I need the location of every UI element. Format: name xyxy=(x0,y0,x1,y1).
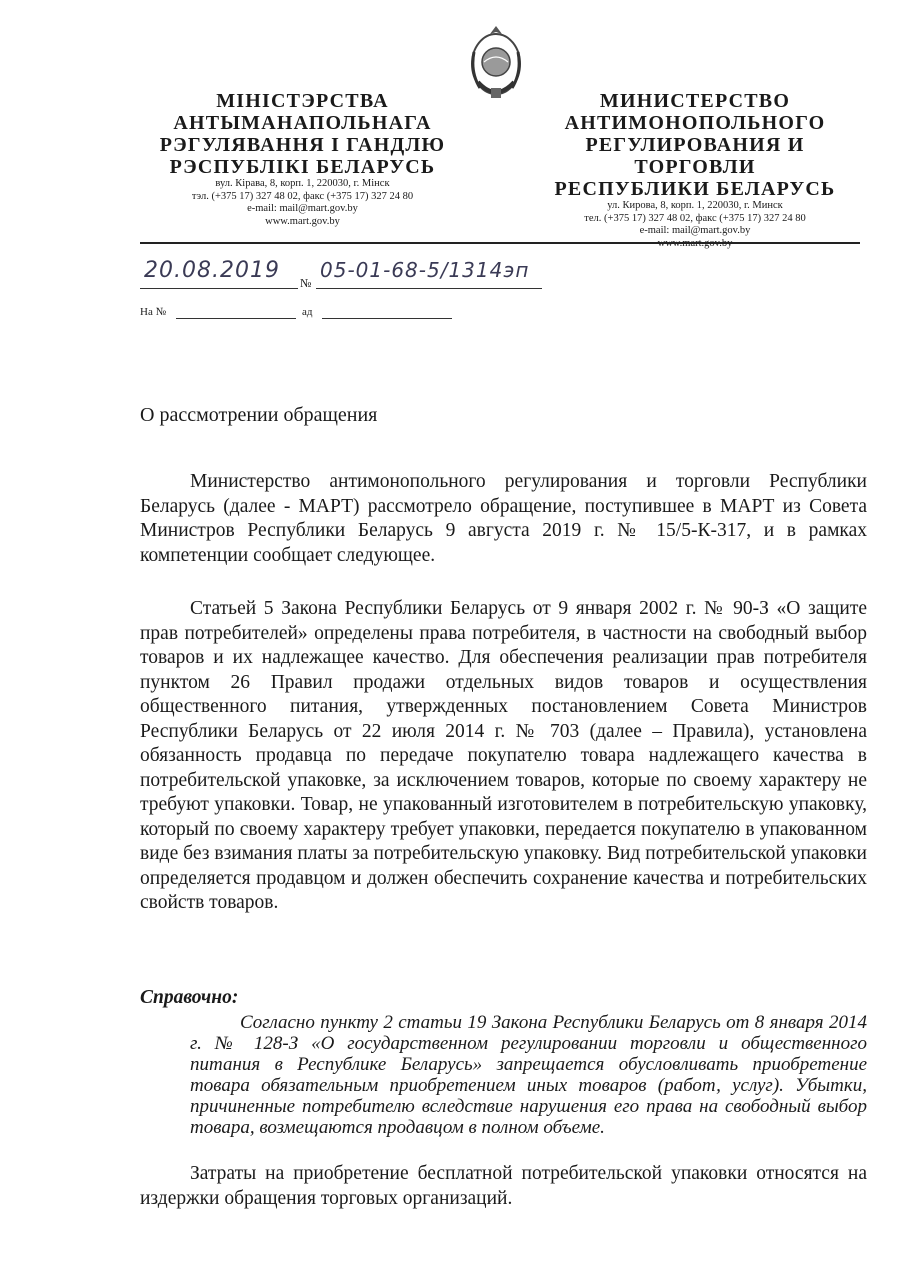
org-name-line: РЕСПУБЛИКИ БЕЛАРУСЬ xyxy=(554,178,836,200)
ref-number-label: На № xyxy=(140,306,167,318)
phone-line: тэл. (+375 17) 327 48 02, факс (+375 17) 327 24 80 xyxy=(191,190,414,202)
org-name-line: МИНИСТЕРСТВО xyxy=(599,90,791,112)
outgoing-date: 20.08.2019 xyxy=(144,258,280,283)
body-paragraph-1: Министерство антимонопольного регулирования и торговли Республики Беларусь (далее - МАРТ) рассмотрело обращение, поступившее в МАРТ из Совета Министров Республики Беларусь 9 августа 2019 г. № 15/5-К-317, и в рамках компетенции сообщает следующее. xyxy=(140,471,867,566)
reference-line xyxy=(140,306,470,324)
header-divider xyxy=(140,242,860,244)
note-heading: Справочно: xyxy=(140,987,239,1008)
phone-line: тел. (+375 17) 327 48 02, факс (+375 17) 327 24 80 xyxy=(584,212,806,224)
org-name-line: РЭСПУБЛІКІ БЕЛАРУСЬ xyxy=(169,156,436,178)
address-line: ул. Кирова, 8, корп. 1, 220030, г. Минск xyxy=(607,200,783,211)
number-label: № xyxy=(300,276,312,290)
org-name-line: МІНІСТЭРСТВА xyxy=(216,90,389,112)
registration-block xyxy=(140,258,700,292)
email-line: e-mail: mail@mart.gov.by xyxy=(639,225,751,236)
body-paragraph-3: Затраты на приобретение бесплатной потребительской упаковки относятся на издержки обращения торговых организаций. xyxy=(140,1163,867,1209)
date-underline xyxy=(140,288,298,289)
body-paragraph-2: Статьей 5 Закона Республики Беларусь от 9 января 2002 г. № 90-З «О защите прав потребителей» определены права потребителя, в частности на свободный выбор товаров и их надлежащее качество. Для обеспечения реализации прав потребителя пунктом 26 Правил продажи отдельных видов товаров и осуществления общественного питания, утвержденных постановлением Совета Министров Республики Беларусь от 22 июля 2014 г. № 703 (далее – Правила), установлена обязанность продавца по передаче покупателю товара надлежащего качества в потребительской упаковке, за исключением товаров, которые по своему характеру не требуют упаковки. Товар, не упакованный изготовителем в потребительскую упаковку, который по своему характеру требует упаковки, передается покупателю в упакованном виде без взимания платы за потребительскую упаковку. Вид потребительской упаковки определяется продавцом и должен обеспечить сохранение качества и потребительских свойств товаров. xyxy=(140,598,867,913)
org-name-line: АНТИМОНОПОЛЬНОГО xyxy=(564,112,826,134)
ref-number-underline xyxy=(176,318,296,319)
header-right-russian xyxy=(530,90,860,250)
state-emblem xyxy=(464,22,528,104)
number-underline xyxy=(316,288,542,289)
outgoing-number: 05-01-68-5/1314эп xyxy=(320,258,530,282)
header-left-belarusian xyxy=(150,90,455,228)
org-name-line: РЭГУЛЯВАННЯ І ГАНДЛЮ xyxy=(159,134,446,156)
address-line: вул. Кірава, 8, корп. 1, 220030, г. Мінск xyxy=(215,178,390,189)
email-line: e-mail: mail@mart.gov.by xyxy=(247,203,358,214)
website-line: www.mart.gov.by xyxy=(265,215,340,227)
note-text: Согласно пункту 2 статьи 19 Закона Республики Беларусь от 8 января 2014 г. № 128-З «О государственном регулировании торговли и общественного питания в Республике Беларусь» запрещается обусловливать приобретение товара обязательным приобретением иных товаров (работ, услуг). Убытки, причиненные потребителю вследствие нарушения его права на свободный выбор товара, возмещаются продавцом в полном объеме. xyxy=(190,1012,867,1138)
org-name-line: АНТЫМАНАПОЛЬНАГА xyxy=(173,112,432,134)
letter-subject: О рассмотрении обращения xyxy=(140,404,378,426)
org-name-line: РЕГУЛИРОВАНИЯ И ТОРГОВЛИ xyxy=(585,134,805,178)
website-line: www.mart.gov.by xyxy=(657,237,733,249)
ref-from-underline xyxy=(322,318,452,319)
ref-from-label: ад xyxy=(302,306,313,318)
